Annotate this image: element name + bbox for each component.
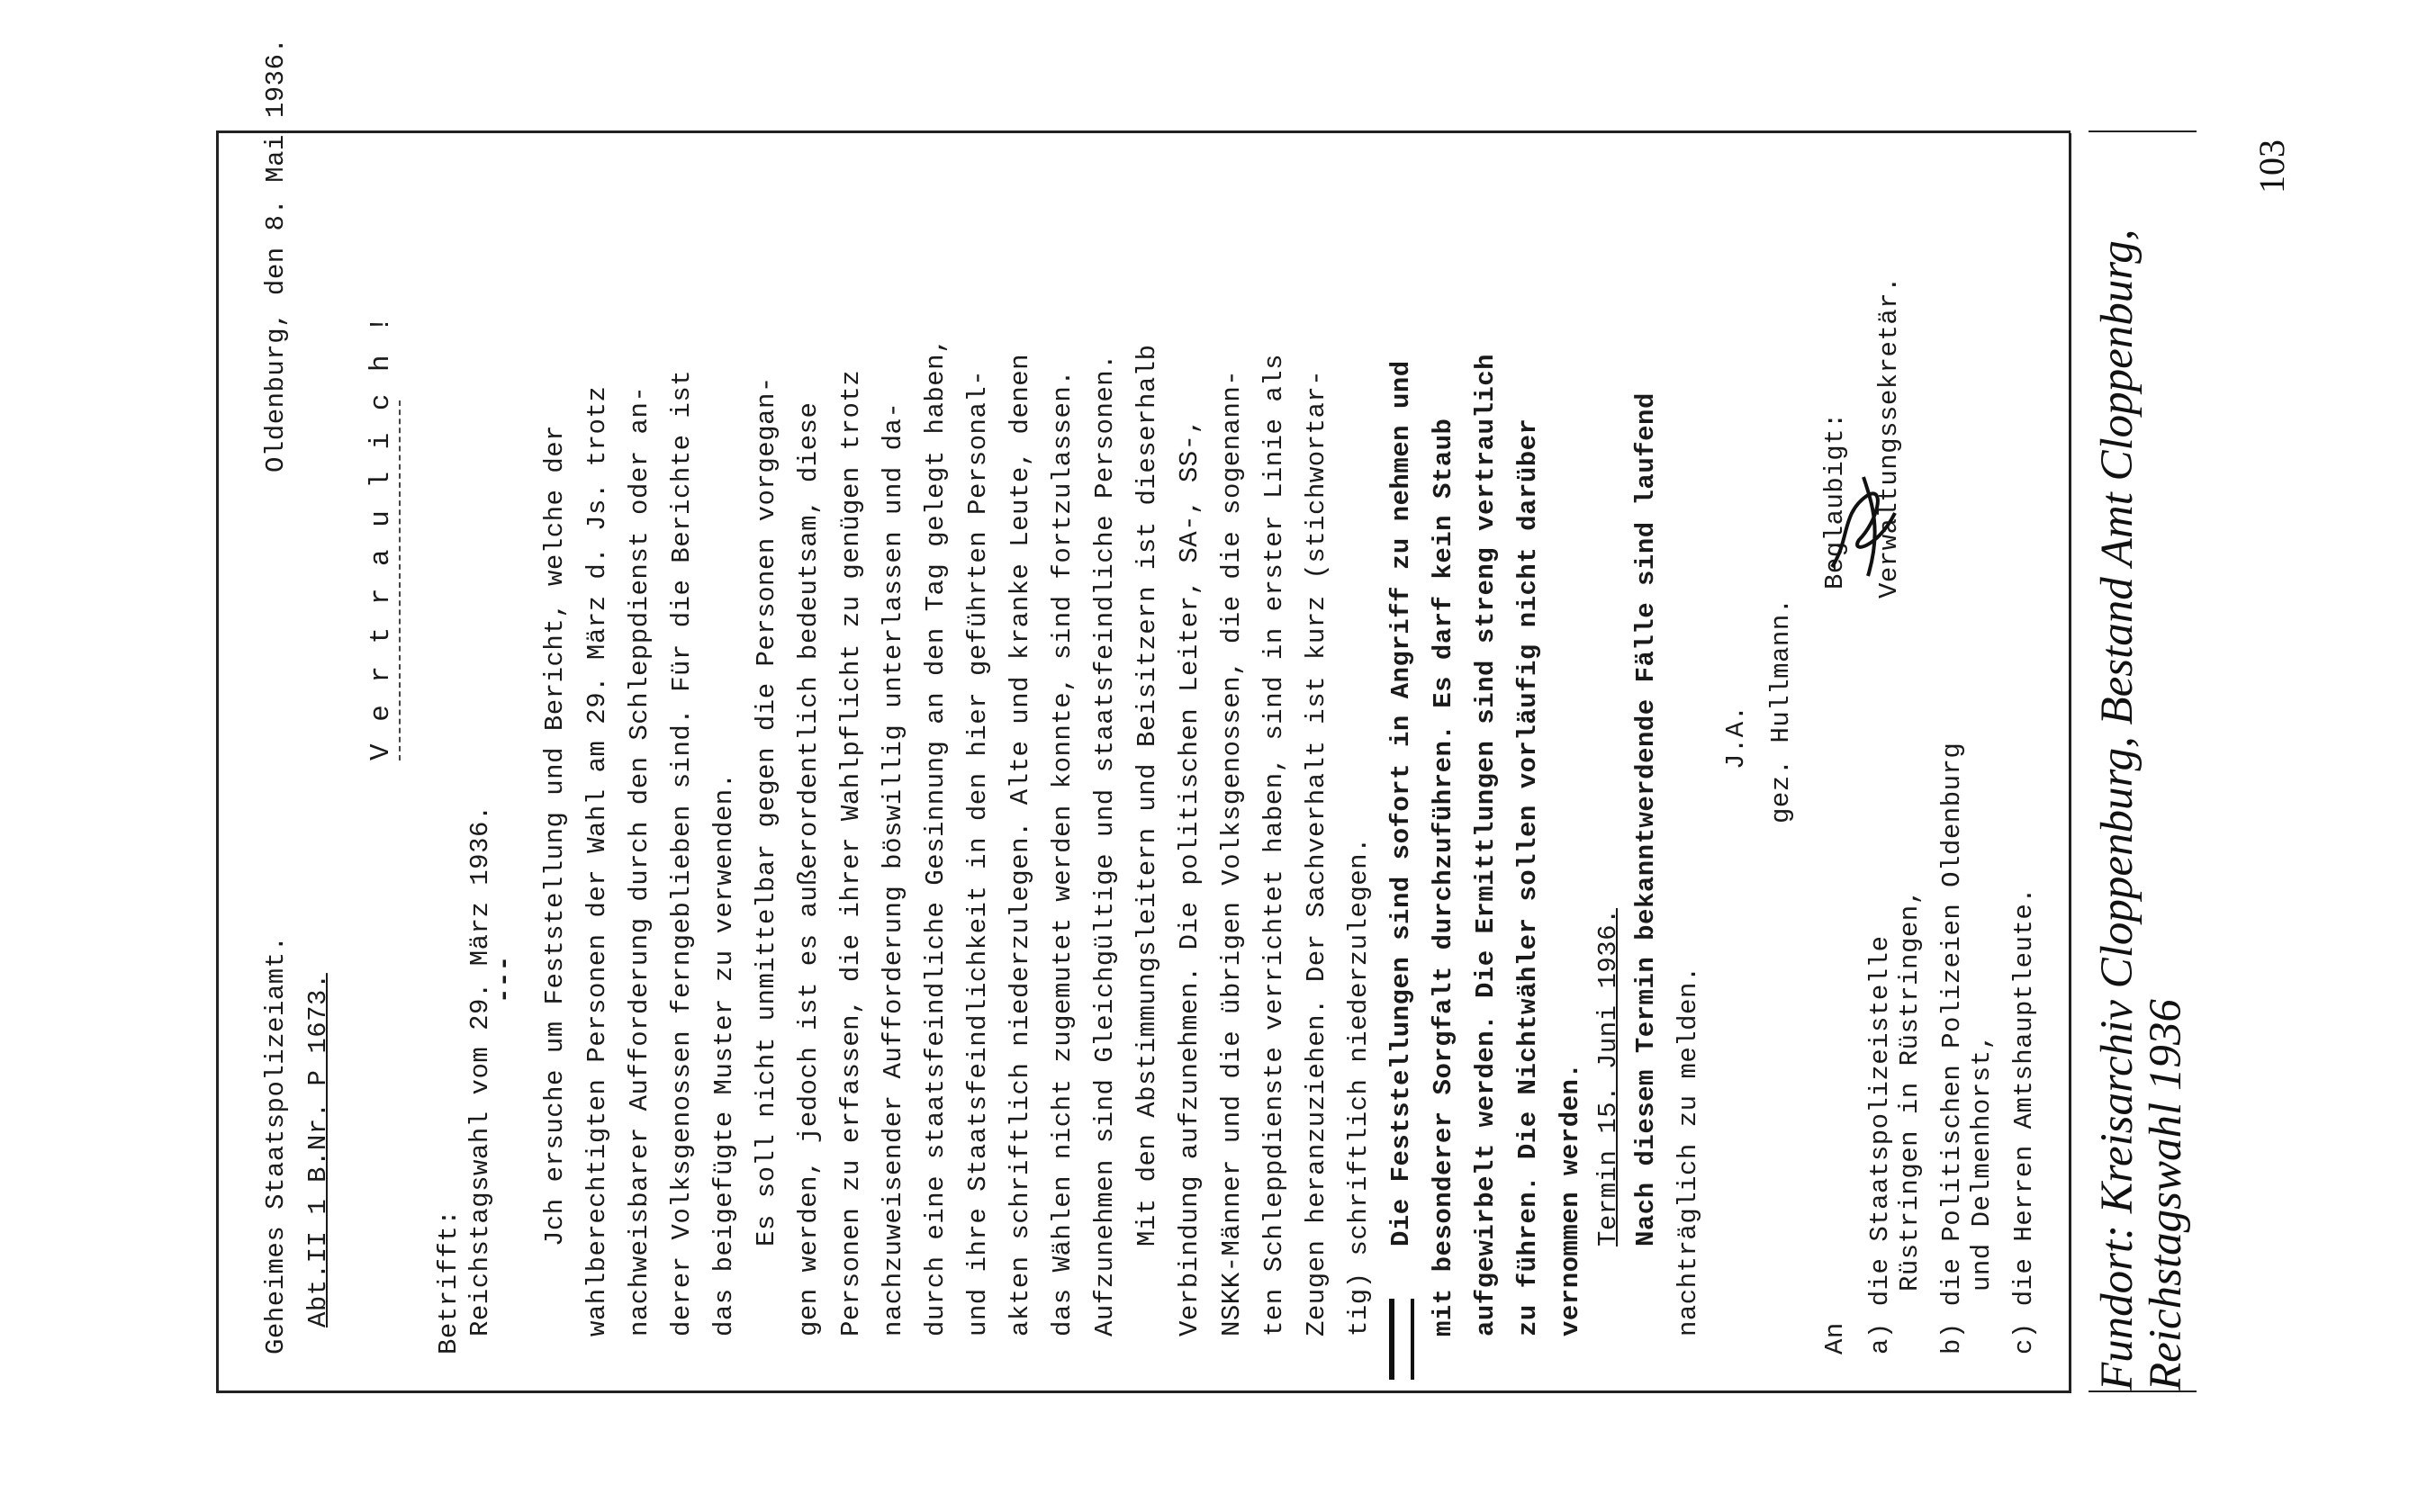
body-p4-line-4: zu führen. Die Nichtwähler sollen vorläufig nicht darüber	[1513, 418, 1543, 1336]
deadline: Termin 15. Juni 1936.	[1593, 908, 1623, 1246]
body-p2-line-4: nachzuweisender Aufforderung böswillig unterlassen und da-	[879, 401, 908, 1336]
body-p2-line-6: und ihre Staatsfeindlichkeit in den hier geführten Personal-	[963, 369, 993, 1336]
body-p4-line-2: mit besonderer Sorgfalt durchzuführen. Es darf kein Staub	[1429, 418, 1458, 1336]
body-p4-line-1: Die Feststellungen sind sofort in Angriff zu nehmen und	[1386, 360, 1416, 1246]
caption-line-1: Fundort: Kreisarchiv Cloppenburg, Bestand Amt Cloppenburg,	[2092, 229, 2143, 1390]
classification-underline	[399, 400, 401, 760]
official-title: Verwaltungssekretär.	[1874, 275, 1904, 598]
frame-top-line	[216, 130, 2071, 133]
recipient-a-line-1: a) die Staatspolizeistelle	[1865, 935, 1895, 1354]
recipients-label: An	[1820, 1322, 1850, 1354]
body-p3-line-3: NSKK-Männer und die übrigen Volksgenossen, die die sogenann-	[1217, 369, 1247, 1336]
body-p3-line-6: tig) schriftlich niederzulegen.	[1344, 837, 1374, 1336]
body-p2-line-1: Es soll nicht unmittelbar gegen die Personen vorgegan-	[752, 376, 781, 1246]
body-p2-line-2: gen werden, jedoch ist es außerordentlich bedeutsam, diese	[794, 401, 824, 1336]
body-p2-line-8: das Wählen nicht zugemutet werden konnte, sind fortzulassen.	[1048, 369, 1078, 1336]
body-p4-line-3: aufgewirbelt werden. Die Ermittlungen sind streng vertraulich	[1471, 353, 1501, 1336]
body-p1-line-1: Jch ersuche um Feststellung und Bericht, welche der	[540, 424, 570, 1246]
frame-bottom-line	[216, 1390, 2071, 1393]
caption-line-2: Reichstagswahl 1936	[2141, 999, 2191, 1390]
body-p1-line-3: nachweisbarer Aufforderung durch den Schleppdienst oder an-	[625, 385, 654, 1336]
body-p1-line-4: derer Volksgenossen ferngeblieben sind. Für die Berichte ist	[667, 369, 697, 1336]
subject-label: Betrifft:	[434, 1209, 464, 1354]
subject-dash: ---	[490, 955, 519, 1004]
margin-marker-2	[1411, 1299, 1414, 1380]
body-p3-line-1: Mit den Abstimmungsleitern und Beisitzern ist dieserhalb	[1132, 344, 1162, 1246]
page-number: 103	[2251, 140, 2292, 194]
body-p1-line-2: wahlberechtigten Personen der Wahl am 29. März d. Js. trotz	[582, 385, 612, 1336]
typewritten-letter	[248, 37, 2066, 1382]
frame-right-line	[2069, 133, 2071, 1393]
sender-line-1: Geheimes Staatspolizeiamt.	[261, 935, 291, 1354]
body-p1-line-5: das beigefügte Muster zu verwenden.	[709, 772, 739, 1336]
body-p3-line-2: Verbindung aufzunehmen. Die politischen Leiter, SA-, SS-,	[1175, 418, 1204, 1336]
handwritten-signature	[1814, 459, 1913, 594]
signature-name: gez. Hullmann.	[1766, 598, 1796, 824]
body-p5-line-2: nachträglich zu melden.	[1674, 966, 1703, 1336]
body-p5-line-1: Nach diesem Termin bekanntwerdende Fälle sind laufend	[1631, 392, 1661, 1246]
caption-rule-bottom	[2089, 1390, 2197, 1392]
place-date: Oldenburg, den 8. Mai 1936.	[261, 37, 291, 472]
body-p3-line-5: Zeugen heranzuziehen. Der Sachverhalt ist kurz (stichwortar-	[1302, 369, 1331, 1336]
recipient-b-line-1: b) die Politischen Polizeien Oldenburg	[1937, 742, 1967, 1354]
body-p2-line-3: Personen zu erfassen, die ihrer Wahlpflicht zu genügen trotz	[836, 369, 866, 1336]
sender-line-2: Abt.II 1 B.Nr. P 1673.	[303, 973, 333, 1328]
certified-label: Beglaubigt:	[1820, 412, 1850, 590]
body-p2-line-5: durch eine staatsfeindliche Gesinnung an den Tag gelegt haben,	[921, 338, 951, 1336]
recipient-a-line-2: Rüstringen in Rüstringen,	[1895, 888, 1925, 1292]
recipient-c-line-1: c) die Herren Amtshauptleute.	[2009, 886, 2039, 1354]
recipient-b-line-2: und Delmenhorst,	[1967, 1033, 1997, 1292]
frame-left-line	[216, 133, 219, 1393]
source-caption	[2093, 86, 2190, 1390]
signature-ia: J.A.	[1721, 705, 1751, 770]
body-p2-line-9: Aufzunehmen sind Gleichgültige und staatsfeindliche Personen.	[1090, 353, 1120, 1336]
classification-heading: V e r t r a u l i c h !	[365, 313, 397, 760]
body-p3-line-4: ten Schleppdienste verrichtet haben, sind in erster Linie als	[1259, 353, 1289, 1336]
margin-marker	[1389, 1299, 1394, 1380]
subject-text: Reichstagswahl vom 29. März 1936.	[465, 805, 495, 1336]
body-p2-line-7: akten schriftlich niederzulegen. Alte und kranke Leute, denen	[1006, 353, 1035, 1336]
body-p4-line-5: vernommen werden.	[1556, 1062, 1585, 1336]
